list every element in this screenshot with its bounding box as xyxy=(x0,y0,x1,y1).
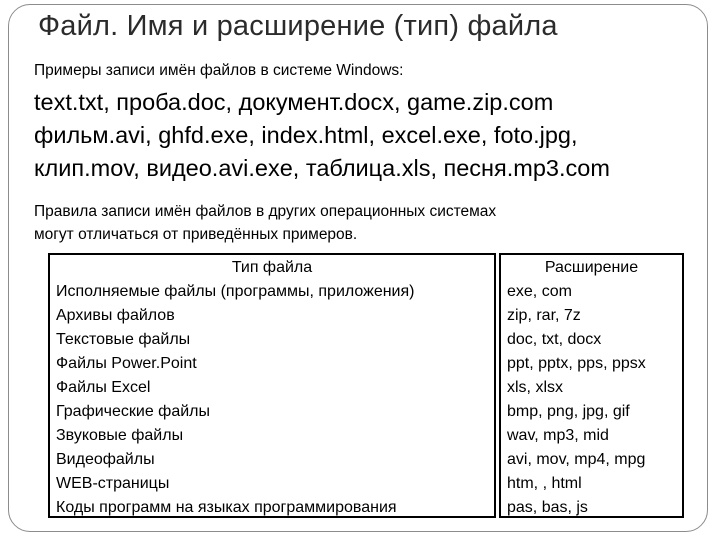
table-row-type: Звуковые файлы xyxy=(56,427,184,444)
table-row-type: Видеофайлы xyxy=(56,451,155,468)
table-row-type: Текстовые файлы xyxy=(56,331,191,348)
table-row-type: Графические файлы xyxy=(56,403,211,420)
table-row-extension: pas, bas, js xyxy=(507,499,588,516)
table-row-extension: exe, com xyxy=(507,283,572,300)
example-line: фильм.avi, ghfd.exe, index.html, excel.exe, foto.jpg, xyxy=(34,122,578,148)
table-row-extension: avi, mov, mp4, mpg xyxy=(507,451,646,468)
intro-text: Примеры записи имён файлов в системе Windows: xyxy=(34,62,404,79)
rules-note xyxy=(34,200,496,246)
example-line: text.txt, проба.doc, документ.docx, game.zip.com xyxy=(34,89,554,115)
file-type-column xyxy=(48,253,496,518)
table-row-extension: wav, mp3, mid xyxy=(507,427,609,444)
table-row-type: Архивы файлов xyxy=(56,307,175,324)
column-header-extension: Расширение xyxy=(544,259,639,276)
slide-title: Файл. Имя и расширение (тип) файла xyxy=(38,10,558,42)
table-row-extension: zip, rar, 7z xyxy=(507,307,581,324)
example-line: клип.mov, видео.avi.exe, таблица.xls, песня.mp3.com xyxy=(34,155,610,181)
table-row-extension: ppt, pptx, pps, ppsx xyxy=(507,355,646,372)
table-row-type: Коды программ на языках программирования xyxy=(56,499,397,516)
rules-line: могут отличаться от приведённых примеров. xyxy=(34,226,358,243)
table-row-type: Файлы Excel xyxy=(56,379,151,396)
filename-examples xyxy=(34,86,610,185)
file-types-table xyxy=(48,253,684,518)
column-header-type: Тип файла xyxy=(231,259,313,276)
table-row-type: Исполняемые файлы (программы, приложения) xyxy=(56,283,415,300)
table-row-type: Файлы Power.Point xyxy=(56,355,197,372)
rules-line: Правила записи имён файлов в других операционных системах xyxy=(34,203,497,220)
table-row-extension: xls, xlsx xyxy=(507,379,563,396)
table-row-type: WEB-страницы xyxy=(56,475,170,492)
extension-column xyxy=(499,253,684,518)
table-row-extension: htm, , html xyxy=(507,475,582,492)
table-row-extension: doc, txt, docx xyxy=(507,331,602,348)
table-row-extension: bmp, png, jpg, gif xyxy=(507,403,630,420)
